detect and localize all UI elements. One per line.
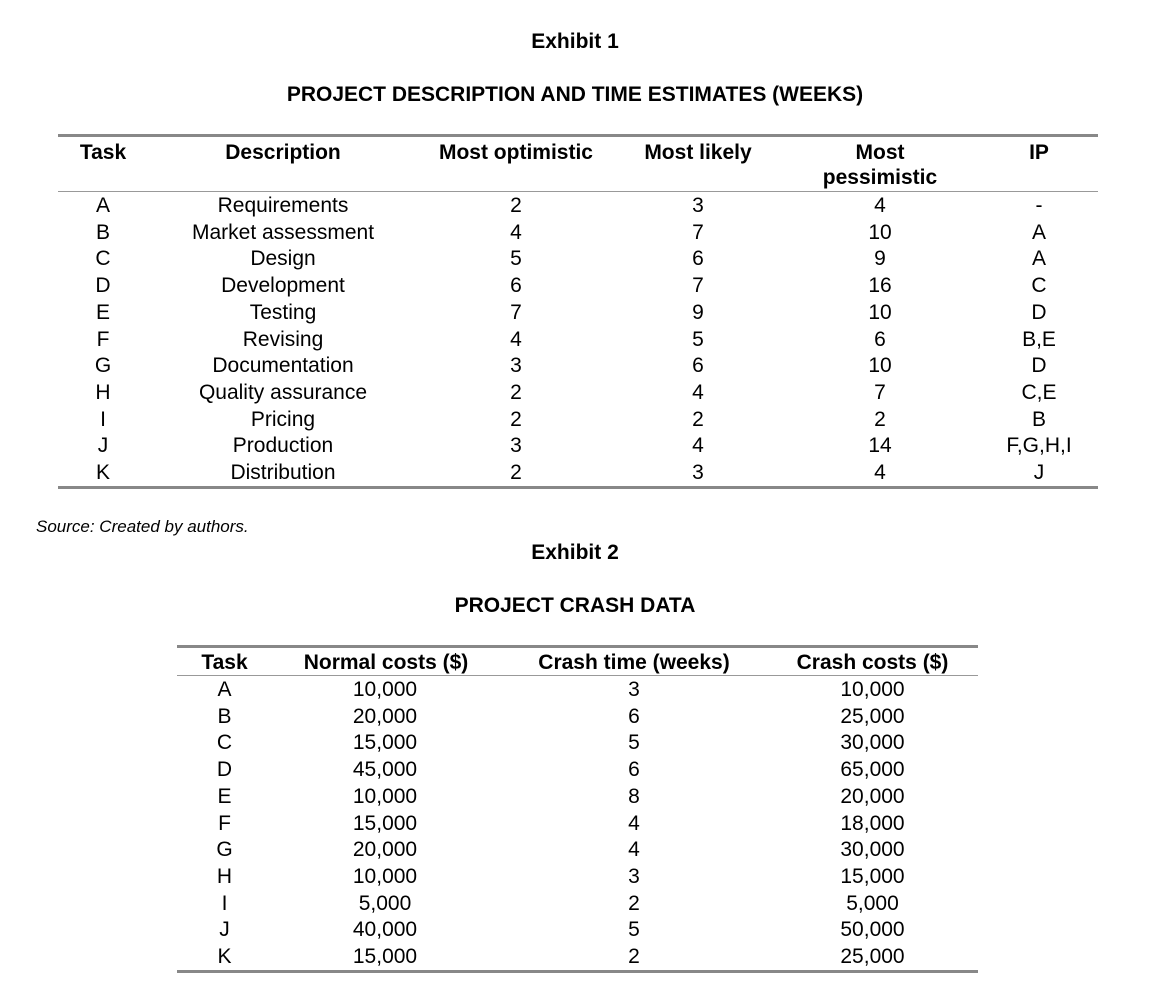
t1-header-task: Task bbox=[79, 141, 127, 164]
t1-cell-optimistic: 4 bbox=[510, 327, 522, 351]
t1-cell-ip: A bbox=[1031, 247, 1046, 271]
t2-cell-normal: 45,000 bbox=[352, 758, 418, 782]
t1-cell-pessimistic: 9 bbox=[874, 247, 886, 271]
t2-cell-crash_costs: 18,000 bbox=[840, 811, 905, 835]
t1-cell-likely: 4 bbox=[692, 434, 704, 458]
t2-header-normal: Normal costs ($) bbox=[303, 651, 469, 674]
t1-cell-description: Distribution bbox=[230, 461, 336, 484]
t2-cell-task: E bbox=[217, 784, 232, 808]
table-1-bottom-rule bbox=[58, 486, 1098, 489]
t1-cell-pessimistic: 2 bbox=[874, 407, 886, 431]
t2-cell-crash_time: 4 bbox=[628, 811, 640, 835]
table-1-header-rule bbox=[58, 191, 1098, 192]
t1-cell-pessimistic: 16 bbox=[868, 274, 892, 298]
t2-cell-crash_costs: 30,000 bbox=[840, 838, 905, 862]
t1-cell-pessimistic: 14 bbox=[868, 434, 892, 458]
t1-cell-ip: C bbox=[1031, 274, 1047, 298]
t1-cell-pessimistic: 10 bbox=[868, 220, 892, 244]
t2-cell-task: B bbox=[217, 704, 232, 728]
t1-cell-task: I bbox=[100, 407, 106, 431]
t1-cell-optimistic: 2 bbox=[510, 461, 522, 484]
t2-cell-normal: 10,000 bbox=[352, 678, 418, 701]
t1-cell-description: Quality assurance bbox=[198, 380, 368, 404]
t2-cell-crash_costs: 50,000 bbox=[840, 918, 905, 942]
t1-cell-task: F bbox=[96, 327, 110, 351]
t1-cell-ip: J bbox=[1033, 461, 1045, 484]
t1-cell-task: G bbox=[94, 354, 112, 378]
t2-cell-crash_costs: 15,000 bbox=[840, 864, 905, 888]
t1-cell-pessimistic: 10 bbox=[868, 300, 892, 324]
t1-cell-optimistic: 7 bbox=[510, 300, 522, 324]
t2-cell-task: I bbox=[221, 891, 228, 915]
t1-cell-optimistic: 3 bbox=[510, 354, 522, 378]
exhibit-2-title: PROJECT CRASH DATA bbox=[454, 594, 696, 617]
exhibit-2-label: Exhibit 2 bbox=[531, 541, 619, 564]
t1-cell-likely: 4 bbox=[692, 380, 704, 404]
t2-cell-crash_costs: 5,000 bbox=[846, 891, 899, 915]
exhibit-1-title: PROJECT DESCRIPTION AND TIME ESTIMATES (WEEKS) bbox=[286, 83, 864, 106]
t1-cell-task: A bbox=[95, 194, 110, 217]
t1-cell-likely: 5 bbox=[692, 327, 704, 351]
source-note: Source: Created by authors. bbox=[36, 517, 249, 536]
t1-header-ip: IP bbox=[1029, 141, 1049, 164]
t2-cell-crash_costs: 10,000 bbox=[840, 678, 905, 701]
t2-cell-crash_time: 6 bbox=[628, 758, 640, 782]
t2-cell-crash_time: 4 bbox=[628, 838, 640, 862]
t1-cell-optimistic: 2 bbox=[510, 407, 522, 431]
t2-cell-task: H bbox=[216, 864, 233, 888]
t2-cell-task: G bbox=[216, 838, 233, 862]
t2-cell-normal: 20,000 bbox=[352, 838, 418, 862]
t1-cell-ip: D bbox=[1031, 354, 1047, 378]
t1-cell-task: D bbox=[95, 274, 111, 298]
t1-cell-ip: D bbox=[1031, 300, 1047, 324]
t2-cell-crash_costs: 25,000 bbox=[840, 704, 905, 728]
t2-cell-task: D bbox=[216, 758, 233, 782]
t2-cell-crash_time: 5 bbox=[628, 731, 640, 755]
t1-header-description: Description bbox=[225, 141, 341, 164]
t1-cell-description: Design bbox=[250, 247, 316, 271]
t1-header-pessimistic-line1: Most bbox=[855, 141, 905, 164]
table-1-top-rule bbox=[58, 134, 1098, 137]
t2-cell-crash_time: 3 bbox=[628, 864, 640, 888]
t1-cell-pessimistic: 4 bbox=[874, 461, 886, 484]
t1-cell-task: H bbox=[95, 380, 111, 404]
t1-cell-task: E bbox=[95, 300, 110, 324]
t1-header-likely: Most likely bbox=[644, 141, 752, 164]
t1-cell-optimistic: 5 bbox=[510, 247, 522, 271]
t1-cell-likely: 3 bbox=[692, 461, 704, 484]
t2-cell-crash_costs: 30,000 bbox=[840, 731, 905, 755]
t2-cell-crash_time: 5 bbox=[628, 918, 640, 942]
t1-cell-task: J bbox=[97, 434, 109, 458]
t1-cell-likely: 6 bbox=[692, 354, 704, 378]
t1-cell-optimistic: 3 bbox=[510, 434, 522, 458]
t2-cell-normal: 5,000 bbox=[358, 891, 412, 915]
t2-header-crash-costs: Crash costs ($) bbox=[796, 651, 949, 674]
t2-cell-task: A bbox=[217, 678, 232, 701]
t1-cell-likely: 3 bbox=[692, 194, 704, 217]
t2-cell-normal: 10,000 bbox=[352, 864, 418, 888]
t1-cell-optimistic: 4 bbox=[510, 220, 522, 244]
t1-cell-ip: C,E bbox=[1021, 380, 1057, 404]
table-2-bottom-rule bbox=[177, 970, 978, 973]
t1-cell-task: B bbox=[95, 220, 110, 244]
t2-cell-task: J bbox=[219, 918, 230, 942]
t2-cell-crash_time: 3 bbox=[628, 678, 640, 701]
t1-cell-task: C bbox=[95, 247, 111, 271]
t1-cell-pessimistic: 10 bbox=[868, 354, 892, 378]
t2-cell-crash_costs: 20,000 bbox=[840, 784, 905, 808]
t1-cell-optimistic: 6 bbox=[510, 274, 522, 298]
t1-cell-task: K bbox=[95, 461, 110, 484]
t2-cell-crash_time: 8 bbox=[628, 784, 640, 808]
t1-cell-likely: 9 bbox=[692, 300, 704, 324]
t1-cell-description: Development bbox=[221, 274, 345, 298]
t2-cell-task: K bbox=[217, 945, 232, 968]
t1-cell-pessimistic: 7 bbox=[874, 380, 886, 404]
t2-cell-normal: 15,000 bbox=[352, 731, 418, 755]
t1-cell-ip: F,G,H,I bbox=[1006, 434, 1072, 458]
t2-cell-task: F bbox=[218, 811, 231, 835]
t1-header-pessimistic bbox=[790, 140, 970, 190]
t1-cell-description: Production bbox=[232, 434, 334, 458]
exhibit-1-label: Exhibit 1 bbox=[531, 30, 619, 53]
t2-cell-crash_time: 2 bbox=[628, 891, 640, 915]
t1-cell-optimistic: 2 bbox=[510, 194, 522, 217]
t1-cell-description: Market assessment bbox=[191, 220, 375, 244]
t2-cell-normal: 40,000 bbox=[352, 918, 418, 942]
t1-header-pessimistic-line2: pessimistic bbox=[822, 166, 938, 189]
t1-cell-ip: B bbox=[1031, 407, 1046, 431]
t2-cell-normal: 15,000 bbox=[352, 811, 418, 835]
t1-cell-likely: 7 bbox=[692, 274, 704, 298]
t1-cell-likely: 6 bbox=[692, 247, 704, 271]
t1-cell-description: Requirements bbox=[217, 194, 349, 217]
table-2-header-rule bbox=[177, 675, 978, 676]
t1-cell-optimistic: 2 bbox=[510, 380, 522, 404]
t2-cell-normal: 10,000 bbox=[352, 784, 418, 808]
t2-cell-crash_time: 2 bbox=[628, 945, 640, 968]
t1-cell-ip: A bbox=[1031, 220, 1046, 244]
t2-cell-crash_costs: 25,000 bbox=[840, 945, 905, 968]
t1-cell-description: Revising bbox=[242, 327, 324, 351]
t1-cell-likely: 2 bbox=[692, 407, 704, 431]
t2-header-task: Task bbox=[201, 651, 248, 674]
t2-cell-task: C bbox=[216, 731, 233, 755]
t2-cell-crash_time: 6 bbox=[628, 704, 640, 728]
t1-header-optimistic: Most optimistic bbox=[438, 141, 593, 164]
t1-cell-description: Testing bbox=[249, 300, 317, 324]
t1-cell-ip: - bbox=[1035, 194, 1043, 217]
t2-cell-normal: 15,000 bbox=[352, 945, 418, 968]
t1-cell-pessimistic: 6 bbox=[874, 327, 886, 351]
t1-cell-pessimistic: 4 bbox=[874, 194, 886, 217]
t1-cell-description: Documentation bbox=[212, 354, 354, 378]
t1-cell-description: Pricing bbox=[250, 407, 316, 431]
t1-cell-likely: 7 bbox=[692, 220, 704, 244]
t1-cell-ip: B,E bbox=[1022, 327, 1056, 351]
t2-cell-crash_costs: 65,000 bbox=[840, 758, 905, 782]
t2-cell-normal: 20,000 bbox=[352, 704, 418, 728]
t2-header-crash-time: Crash time (weeks) bbox=[538, 651, 730, 674]
table-2-top-rule bbox=[177, 645, 978, 648]
